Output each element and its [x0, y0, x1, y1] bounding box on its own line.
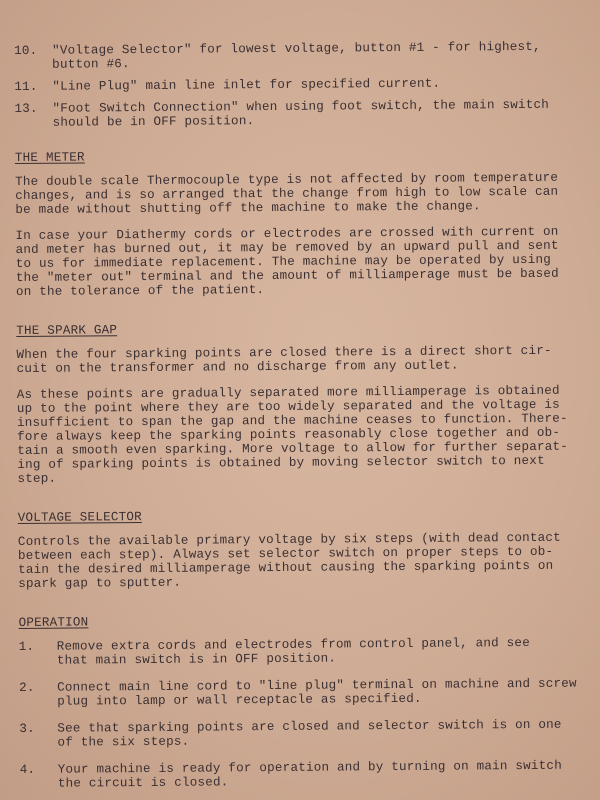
- item-text: Remove extra cords and electrodes from control panel, and see that main switch is in OFF position.: [56, 635, 530, 668]
- list-item: [14, 76, 574, 94]
- item-number: 13.: [14, 101, 38, 116]
- list-item: [19, 636, 579, 668]
- paragraph: As these points are gradually separated more milliamperage is obtained up to the point where they are too widely separated and the voltage is insufficient to span the gap and the machine ceases to function. There- fore always keep the sparking points reasonably close together and ob- tain a smooth even sparking. More voltage to allow for further separat- ing of sparking points is obtained by moving selector switch to next step.: [16, 383, 569, 486]
- paragraph: The double scale Thermocouple type is not affected by room temperature changes, and is so arranged that the change from high to low scale can be made without shutting off the machine to make the change.: [15, 170, 559, 217]
- section-operation: [18, 599, 579, 791]
- item-number: 11.: [14, 79, 38, 94]
- typewritten-sheet: [14, 40, 580, 800]
- paragraph: Controls the available primary voltage by six steps (with dead contact between each step). Always set selector switch on proper steps to ob- tain the desired milliamperage without causing the sparking points on spark gap to sputter.: [17, 530, 561, 591]
- section-heading: VOLTAGE SELECTOR: [17, 510, 142, 525]
- list-item: [20, 759, 580, 791]
- section-heading: THE METER: [14, 150, 85, 165]
- section-heading: OPERATION: [18, 615, 89, 630]
- item-text: "Line Plug" main line inlet for specified current.: [52, 76, 441, 94]
- item-text: Connect main line cord to "line plug" terminal on machine and screw plug into lamp or wall receptacle as specified.: [57, 676, 577, 709]
- section-spark-gap: [16, 307, 577, 486]
- list-item: [14, 98, 574, 130]
- paragraph: When the four sparking points are closed there is a direct short cir- cuit on the transformer and no discharge from any outlet.: [16, 343, 552, 376]
- top-item-list: [14, 40, 575, 130]
- item-text: "Foot Switch Connection" when using foot switch, the main switch should be in OFF position.: [52, 97, 550, 130]
- item-number: 10.: [14, 43, 38, 58]
- item-number: 4.: [19, 762, 36, 777]
- item-text: Your machine is ready for operation and by turning on main switch the circuit is closed.: [57, 758, 562, 791]
- list-item: [19, 718, 579, 750]
- item-text: See that sparking points are closed and selector switch is on one of the six steps.: [57, 717, 562, 750]
- section-heading: THE SPARK GAP: [16, 323, 118, 338]
- section-meter: [15, 134, 576, 299]
- paragraph: In case your Diathermy cords or electrodes are crossed with current on and meter has burned out, it may be removed by an upward pull and sent to us for immediate replacement. The machine may be operated by using the "meter out" terminal and the amount of milliamperage must be based on the tolerance of the patient.: [15, 224, 559, 299]
- item-number: 3.: [19, 721, 35, 736]
- section-voltage-selector: [18, 494, 579, 591]
- item-number: 1.: [18, 639, 35, 654]
- item-text: "Voltage Selector" for lowest voltage, button #1 - for highest, button #6.: [51, 39, 541, 72]
- list-item: [14, 40, 574, 72]
- list-item: [19, 677, 579, 709]
- item-number: 2.: [19, 680, 35, 695]
